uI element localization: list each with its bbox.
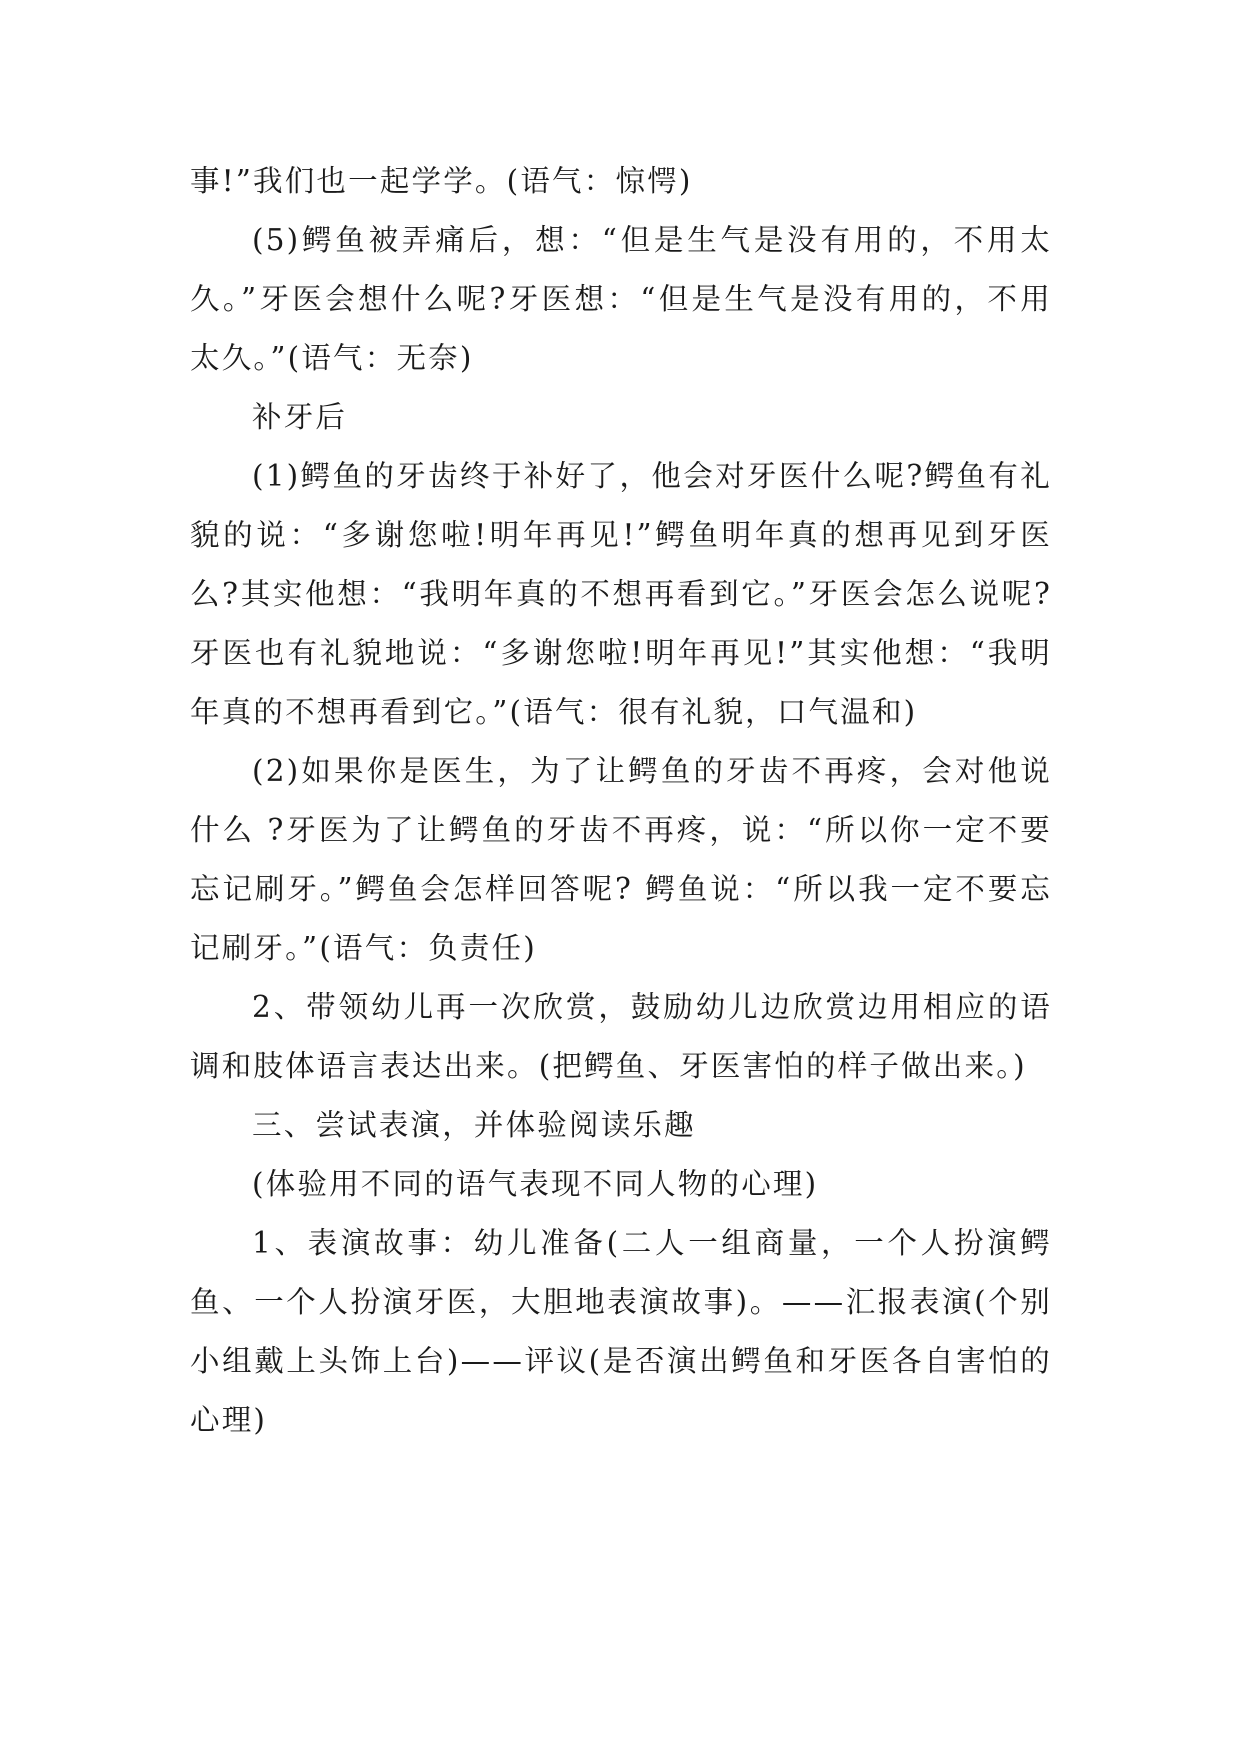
paragraph-9: 1、表演故事：幼儿准备(二人一组商量，一个人扮演鳄鱼、一个人扮演牙医，大胆地表演故事)。——汇报表演(个别小组戴上头饰上台)——评议(是否演出鳄鱼和牙医各自害怕的心理): [190, 1226, 1052, 1437]
section-heading-after-filling: 补牙后: [252, 400, 348, 434]
paragraph-8: (体验用不同的语气表现不同人物的心理): [252, 1167, 819, 1201]
document-body: [190, 152, 1052, 1450]
paragraph-5: (2)如果你是医生，为了让鳄鱼的牙齿不再疼，会对他说什么 ?牙医为了让鳄鱼的牙齿不再疼，说：“所以你一定不要忘记刷牙。”鳄鱼会怎样回答呢? 鳄鱼说：“所以我一定不要忘记刷牙。”(语气：负责任): [190, 754, 1052, 965]
paragraph-4: (1)鳄鱼的牙齿终于补好了，他会对牙医什么呢?鳄鱼有礼貌的说：“多谢您啦!明年再见!”鳄鱼明年真的想再见到牙医么?其实他想：“我明年真的不想再看到它。”牙医会怎么说呢?牙医也有礼貌地说：“多谢您啦!明年再见!”其实他想：“我明年真的不想再看到它。”(语气：很有礼貌，口气温和): [190, 459, 1052, 729]
paragraph-2: (5)鳄鱼被弄痛后，想：“但是生气是没有用的，不用太久。”牙医会想什么呢?牙医想：“但是生气是没有用的，不用太久。”(语气：无奈): [190, 223, 1052, 375]
paragraph-6: 2、带领幼儿再一次欣赏，鼓励幼儿边欣赏边用相应的语调和肢体语言表达出来。(把鳄鱼、牙医害怕的样子做出来。): [190, 990, 1052, 1083]
paragraph-1: 事!”我们也一起学学。(语气：惊愕): [190, 164, 693, 198]
section-heading-three: 三、尝试表演，并体验阅读乐趣: [252, 1108, 696, 1142]
